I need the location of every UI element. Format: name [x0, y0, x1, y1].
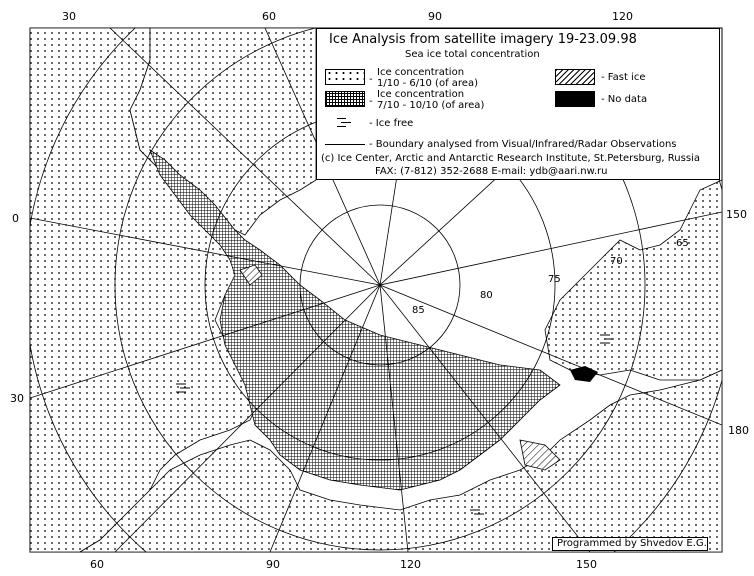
lon-label-bottom-90: 90 — [266, 558, 280, 571]
legend-box — [316, 28, 720, 180]
lon-label-bottom-120: 120 — [400, 558, 421, 571]
legend-subtitle: Sea ice total concentration — [405, 49, 540, 60]
legend-title: Ice Analysis from satellite imagery 19-23.09.98 — [329, 32, 637, 47]
lon-label-top-60: 60 — [262, 10, 276, 23]
close-ice-label-1: Ice concentration — [377, 89, 465, 100]
lon-label-bottom-60: 60 — [90, 558, 104, 571]
fast-ice-label: - Fast ice — [601, 72, 646, 83]
lon-label-bottom-150: 150 — [576, 558, 597, 571]
lat-label-85: 85 — [412, 305, 425, 316]
boundary-line-icon — [325, 144, 365, 145]
lon-label-left-0: 0 — [12, 212, 19, 225]
lon-label-top-120: 120 — [612, 10, 633, 23]
contact-label: FAX: (7-812) 352-2688 E-mail: ydb@aari.nw.ru — [375, 166, 608, 177]
open-ice-label-2: 1/10 - 6/10 (of area) — [377, 78, 478, 89]
credit-label: Programmed by Shvedov E.G. — [552, 537, 708, 551]
lon-label-left-30: 30 — [10, 392, 24, 405]
close-ice-dash: - — [369, 96, 373, 107]
lat-label-75: 75 — [548, 274, 561, 285]
institute-label: (c) Ice Center, Arctic and Antarctic Research Institute, St.Petersburg, Russia — [321, 153, 700, 164]
no-data-label: - No data — [601, 94, 648, 105]
boundary-label: - Boundary analysed from Visual/Infrared/Radar Observations — [369, 139, 677, 150]
open-ice-dash: - — [369, 74, 373, 85]
lon-label-right-180: 180 — [728, 424, 749, 437]
lat-label-65: 65 — [676, 238, 689, 249]
close-ice-swatch — [325, 91, 365, 107]
lat-label-70: 70 — [610, 256, 623, 267]
no-data-swatch — [555, 91, 595, 107]
open-ice-label-1: Ice concentration — [377, 67, 465, 78]
lon-label-top-90: 90 — [428, 10, 442, 23]
lon-label-right-150: 150 — [726, 208, 747, 221]
close-ice-label-2: 7/10 - 10/10 (of area) — [377, 100, 485, 111]
lat-label-80: 80 — [480, 290, 493, 301]
lon-label-top-30: 30 — [62, 10, 76, 23]
ice-free-label: - Ice free — [369, 118, 414, 129]
ice-free-dash-icon — [337, 117, 351, 127]
open-ice-swatch — [325, 69, 365, 85]
fast-ice-swatch — [555, 69, 595, 85]
